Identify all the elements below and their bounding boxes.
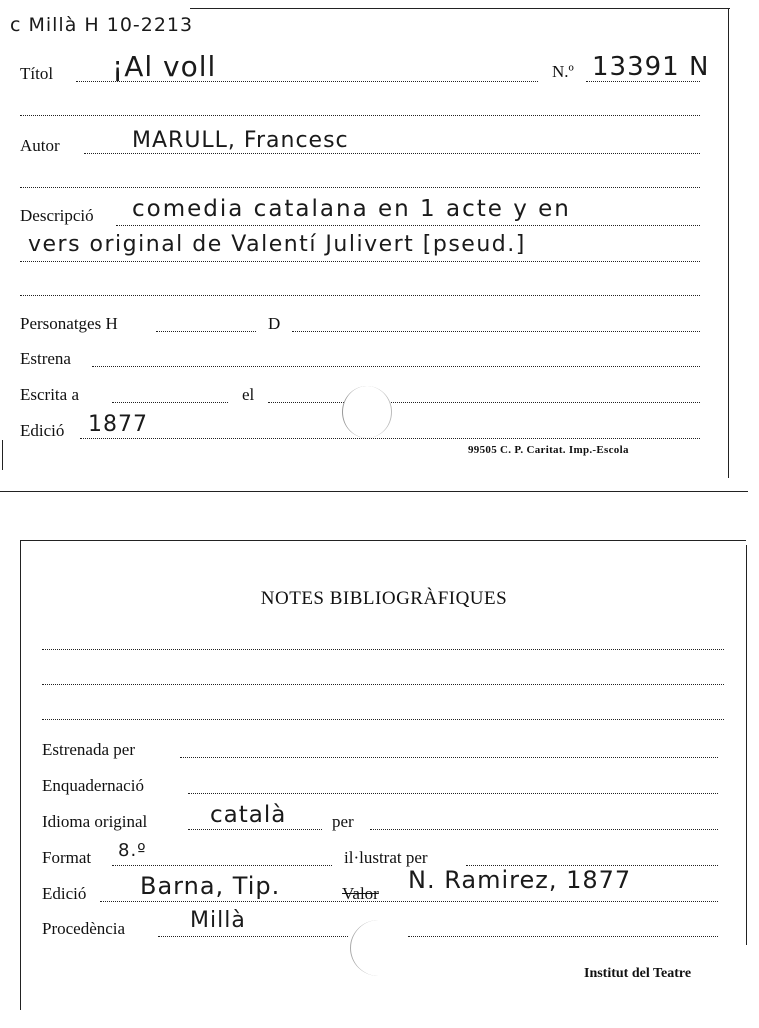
idioma-line: [188, 829, 322, 830]
card1-right-border: [728, 8, 729, 478]
edicio-label: Edició: [20, 421, 65, 440]
numero-value: 13391 N: [592, 52, 710, 82]
numero-label: N.º: [552, 62, 574, 81]
punch-hole: [342, 386, 392, 438]
procedencia-line-right: [408, 936, 718, 937]
edicio2-value-1: Barna, Tip.: [140, 872, 281, 900]
edicio2-value-2: N. Ramirez, 1877: [408, 866, 632, 894]
escrita-a-line: [112, 402, 228, 403]
illustrat-label: il·lustrat per: [344, 848, 428, 867]
card1-left-border: [2, 440, 3, 470]
escrita-label: Escrita a: [20, 385, 79, 404]
card1-bottom-border: [0, 491, 748, 492]
idioma-per-label: per: [332, 812, 354, 831]
imprint-text: 99505 C. P. Caritat. Imp.-Escola: [468, 444, 629, 456]
institution-footer: Institut del Teatre: [584, 966, 692, 981]
procedencia-label: Procedència: [42, 919, 126, 938]
edicio2-line: [100, 901, 718, 902]
descripcio-label: Descripció: [20, 206, 94, 225]
enquadernacio-line: [188, 793, 718, 794]
descripcio-line-2: [20, 261, 700, 262]
card2-left-border: [20, 540, 21, 1010]
notes-title: NOTES BIBLIOGRÀFIQUES: [260, 588, 508, 609]
idioma-value: català: [210, 802, 287, 828]
procedencia-value: Millà: [190, 908, 246, 933]
notes-line: [42, 684, 724, 685]
estrenada-line: [180, 757, 718, 758]
escrita-el-label: el: [242, 385, 255, 404]
autor-value: MARULL, Francesc: [132, 128, 349, 153]
descripcio-value-1: comedia catalana en 1 acte y en: [132, 196, 571, 222]
notes-line: [42, 719, 724, 720]
personatges-d-line: [292, 331, 700, 332]
idioma-label: Idioma original: [42, 812, 148, 831]
blank-line: [20, 115, 700, 116]
idioma-per-line: [370, 829, 718, 830]
estrena-line: [92, 366, 700, 367]
personatges-d-label: D: [268, 314, 281, 333]
card2-top-border: [20, 540, 746, 541]
estrenada-label: Estrenada per: [42, 740, 135, 759]
titol-label: Títol: [20, 64, 54, 83]
titol-value: ¡Al voll: [112, 50, 217, 83]
blank-line: [20, 187, 700, 188]
descripcio-line-1: [116, 225, 700, 226]
autor-line: [84, 153, 700, 154]
autor-label: Autor: [20, 136, 60, 155]
format-label: Format: [42, 848, 92, 867]
format-line: [112, 865, 332, 866]
format-value: 8.º: [118, 840, 147, 861]
edicio2-label: Edició: [42, 884, 87, 903]
personatges-label: Personatges H: [20, 314, 118, 333]
blank-line: [20, 295, 700, 296]
card1-top-border: [190, 8, 730, 9]
edicio-line: [80, 438, 700, 439]
punch-hole: [350, 920, 407, 976]
estrena-label: Estrena: [20, 349, 71, 368]
header-note: c Millà H 10-2213: [10, 14, 194, 36]
escrita-el-line: [268, 402, 700, 403]
descripcio-value-2: vers original de Valentí Julivert [pseud.]: [28, 232, 526, 257]
procedencia-line: [158, 936, 348, 937]
enquadernacio-label: Enquadernació: [42, 776, 144, 795]
notes-line: [42, 649, 724, 650]
edicio-value: 1877: [88, 412, 148, 437]
edicio2-struck-text: Valor: [342, 884, 379, 903]
personatges-h-line: [156, 331, 256, 332]
